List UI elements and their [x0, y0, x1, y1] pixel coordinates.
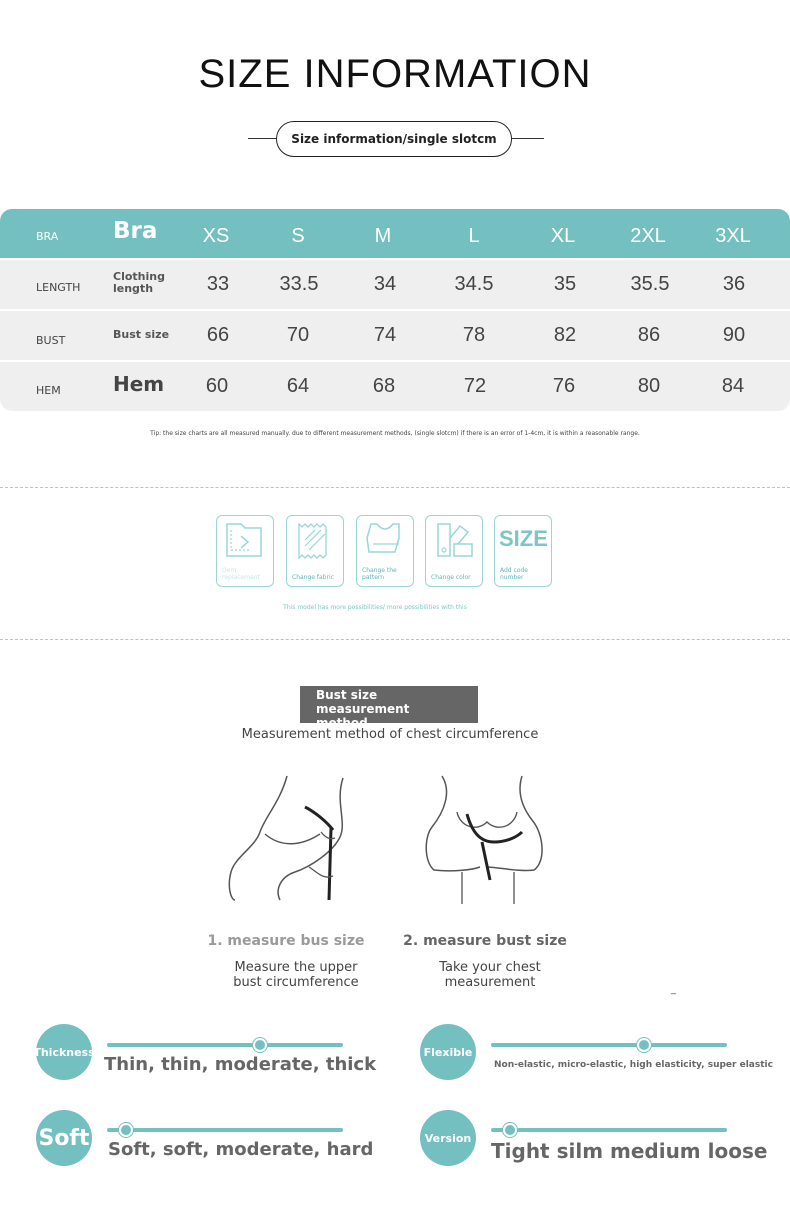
table-cell: 84	[721, 375, 745, 397]
step-desc-line: Take your chest	[439, 960, 541, 975]
measurement-subtitle: Measurement method of chest circumference	[241, 727, 539, 742]
flexible-text: Non-elastic, micro-elastic, high elasticity, super elastic	[494, 1060, 773, 1070]
version-text: Tight silm medium loose	[491, 1139, 768, 1163]
options-note: This model has more possibilities/ more possibilities with this	[283, 604, 467, 611]
header-label: BRA	[36, 230, 59, 243]
option-label: Add code number	[500, 567, 528, 581]
table-cell: 66	[206, 324, 230, 346]
table-row	[0, 362, 790, 411]
table-cell: 36	[722, 273, 746, 295]
row-label: BUST	[36, 334, 66, 347]
table-cell: 33	[206, 273, 230, 295]
step-title: 1. measure bus size	[207, 933, 365, 949]
option-change-pattern	[356, 515, 414, 587]
size-header: L	[468, 225, 480, 247]
size-header: S	[291, 225, 305, 247]
table-cell: 34.5	[454, 273, 494, 295]
flexible-badge: Flexible	[420, 1024, 476, 1080]
header-sublabel: Bra	[113, 218, 158, 244]
table-cell: 70	[286, 324, 310, 346]
size-header: 3XL	[715, 225, 751, 247]
step-desc	[402, 960, 578, 990]
row-sublabel: Bust size	[113, 328, 170, 341]
thickness-badge: Thickness	[36, 1024, 92, 1080]
step-desc-line: measurement	[444, 975, 536, 990]
step-desc-line: bust circumference	[233, 975, 359, 990]
row-sublabel: Clothing length	[113, 270, 165, 295]
row-label: LENGTH	[36, 281, 81, 294]
pattern-icon	[357, 516, 413, 566]
soft-badge: Soft	[36, 1110, 92, 1166]
table-header-row	[0, 209, 790, 258]
option-label: Change the pattern	[362, 567, 397, 581]
table-row	[0, 259, 790, 309]
table-cell: 35	[553, 273, 577, 295]
thickness-text: Thin, thin, moderate, thick	[104, 1054, 377, 1075]
size-icon-text: SIZE	[499, 526, 548, 551]
option-label: Oem replacement	[222, 567, 260, 581]
option-change-color	[425, 515, 483, 587]
thickness-slider	[107, 1043, 343, 1047]
step-desc-line: Measure the upper	[234, 960, 358, 975]
page-title: SIZE INFORMATION	[198, 52, 592, 96]
fabric-icon	[287, 516, 343, 566]
table-cell: 74	[373, 324, 397, 346]
table-cell: 78	[462, 324, 486, 346]
table-cell: 60	[205, 375, 229, 397]
option-change-fabric	[286, 515, 344, 587]
subtitle-line-left	[248, 138, 278, 139]
table-cell: 64	[286, 375, 310, 397]
measurement-title-box: Bust size measurement method	[300, 686, 478, 723]
table-cell: 35.5	[630, 273, 670, 295]
table-cell: 82	[553, 324, 577, 346]
version-slider	[491, 1128, 727, 1132]
oem-replacement-icon	[217, 516, 273, 566]
flexible-slider	[491, 1043, 727, 1047]
slider-knob	[503, 1123, 517, 1137]
slider-knob	[119, 1123, 133, 1137]
table-cell: 90	[722, 324, 746, 346]
soft-slider	[107, 1128, 343, 1132]
size-header: XL	[550, 225, 576, 247]
row-sublabel: Hem	[113, 372, 165, 396]
row-label: HEM	[36, 384, 61, 397]
size-header: XS	[202, 225, 230, 247]
version-badge: Version	[420, 1110, 476, 1166]
soft-text: Soft, soft, moderate, hard	[108, 1139, 374, 1160]
size-table	[0, 209, 790, 411]
option-oem-replacement	[216, 515, 274, 587]
figure-bust-illustration	[422, 772, 552, 904]
size-tip: Tip: the size charts are all measured manually. due to different measurement methods, (single slotcm) if there is an error of 1-4cm, it is within a reasonable range.	[150, 430, 640, 437]
slider-knob	[253, 1038, 267, 1052]
dashed-divider	[0, 487, 790, 488]
option-add-code-number	[494, 515, 552, 587]
color-icon	[426, 516, 482, 566]
table-cell: 72	[463, 375, 487, 397]
subtitle-pill: Size information/single slotcm	[276, 121, 512, 157]
table-row	[0, 311, 790, 360]
dashed-divider	[0, 639, 790, 640]
step-title: 2. measure bust size	[403, 933, 567, 949]
table-cell: 76	[552, 375, 576, 397]
table-cell: 86	[637, 324, 661, 346]
step-desc	[200, 960, 392, 990]
stray-mark: _	[671, 984, 676, 995]
size-header: 2XL	[630, 225, 666, 247]
table-cell: 34	[373, 273, 397, 295]
subtitle-line-right	[512, 138, 544, 139]
table-cell: 33.5	[279, 273, 319, 295]
option-label: Change color	[431, 574, 471, 581]
size-header: M	[374, 225, 392, 247]
table-cell: 80	[637, 375, 661, 397]
figure-upper-bust-illustration	[225, 772, 365, 904]
table-cell: 68	[372, 375, 396, 397]
slider-knob	[637, 1038, 651, 1052]
option-label: Change fabric	[292, 574, 334, 581]
